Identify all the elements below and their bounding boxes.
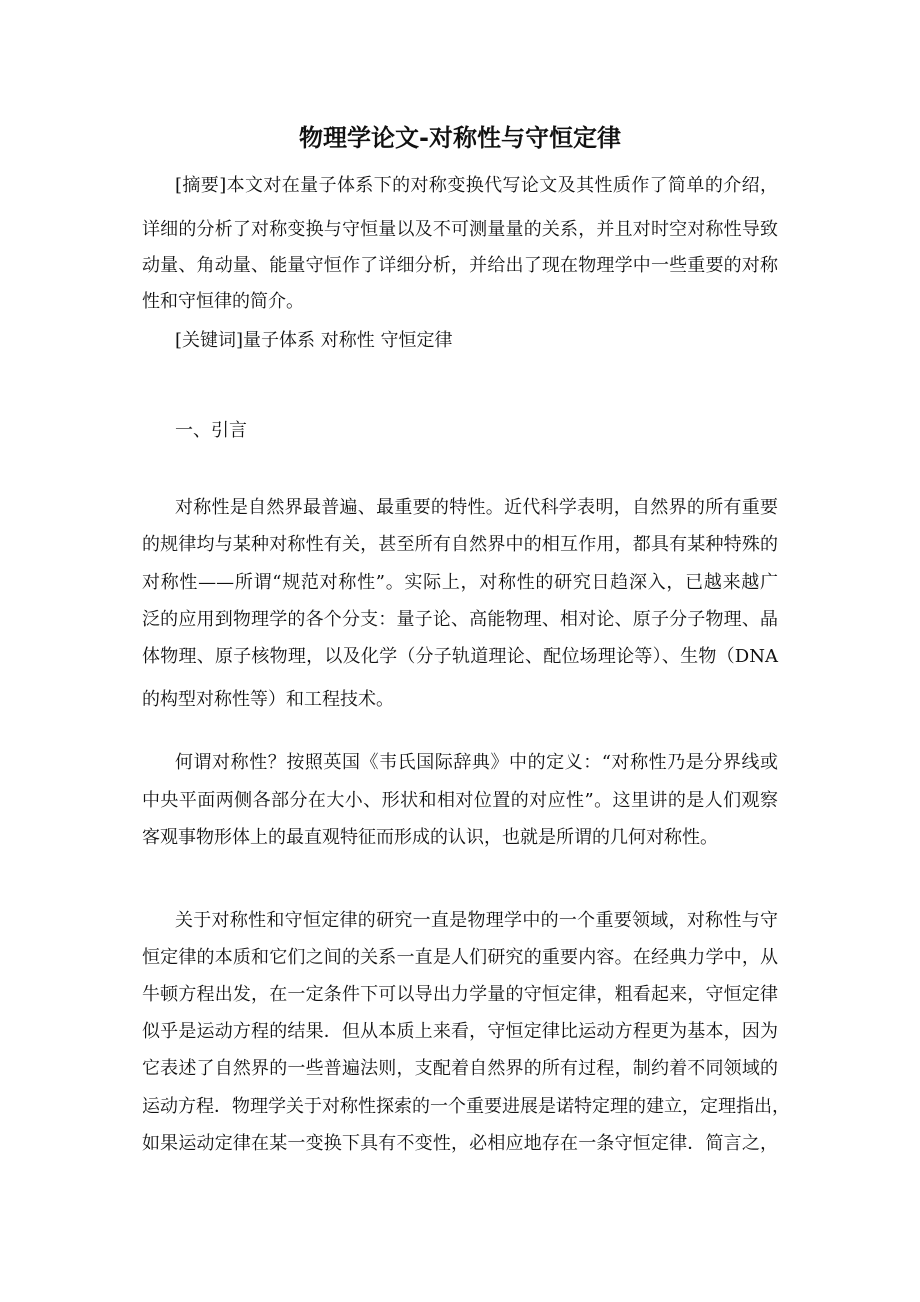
paragraph-line: 中央平面两侧各部分在大小、形状和相对位置的对应性”。这里讲的是人们观察 — [142, 790, 778, 811]
section-heading: 一、引言 — [175, 420, 247, 441]
abstract-line: 详细的分析了对称变换与守恒量以及不可测量量的关系，并且对时空对称性导致 — [142, 219, 778, 240]
paragraph-line: 体物理、原子核物理，以及化学（分子轨道理论、配位场理论等）、生物（DNA — [142, 646, 778, 667]
paragraph-line: 牛顿方程出发，在一定条件下可以导出力学量的守恒定律，粗看起来，守恒定律 — [142, 984, 778, 1005]
abstract-line: 性和守恒律的简介。 — [142, 291, 304, 312]
paragraph-line: 的规律均与某种对称性有关，甚至所有自然界中的相互作用，都具有某种特殊的 — [142, 534, 778, 555]
abstract-line: [摘要]本文对在量子体系下的对称变换代写论文及其性质作了简单的介绍， — [175, 175, 778, 196]
paragraph-line: 对称性是自然界最普遍、最重要的特性。近代科学表明，自然界的所有重要 — [175, 497, 778, 518]
paragraph-line: 客观事物形体上的最直观特征而形成的认识，也就是所谓的几何对称性。 — [142, 827, 718, 848]
keywords: [关键词]量子体系 对称性 守恒定律 — [175, 330, 453, 351]
paragraph-line: 泛的应用到物理学的各个分支：量子论、高能物理、相对论、原子分子物理、晶 — [142, 609, 778, 630]
paragraph-line: 何谓对称性？按照英国《韦氏国际辞典》中的定义：“对称性乃是分界线或 — [175, 752, 778, 773]
paragraph-line: 运动方程．物理学关于对称性探索的一个重要进展是诺特定理的建立，定理指出， — [142, 1096, 790, 1117]
paragraph-line: 恒定律的本质和它们之间的关系一直是人们研究的重要内容。在经典力学中，从 — [142, 947, 778, 968]
document-title: 物理学论文-对称性与守恒定律 — [299, 124, 621, 152]
paragraph-line: 关于对称性和守恒定律的研究一直是物理学中的一个重要领域，对称性与守 — [175, 910, 778, 931]
paragraph-line: 的构型对称性等）和工程技术。 — [142, 689, 394, 710]
abstract-line: 动量、角动量、能量守恒作了详细分析，并给出了现在物理学中一些重要的对称 — [142, 255, 778, 276]
paragraph-line: 它表述了自然界的一些普遍法则，支配着自然界的所有过程，制约着不同领域的 — [142, 1058, 778, 1079]
paragraph-line: 似乎是运动方程的结果．但从本质上来看，守恒定律比运动方程更为基本，因为 — [142, 1021, 778, 1042]
paragraph-line: 如果运动定律在某一变换下具有不变性，必相应地存在一条守恒定律．简言之， — [142, 1133, 778, 1154]
paragraph-line: 对称性——所谓“规范对称性”。实际上，对称性的研究日趋深入，已越来越广 — [142, 572, 778, 593]
